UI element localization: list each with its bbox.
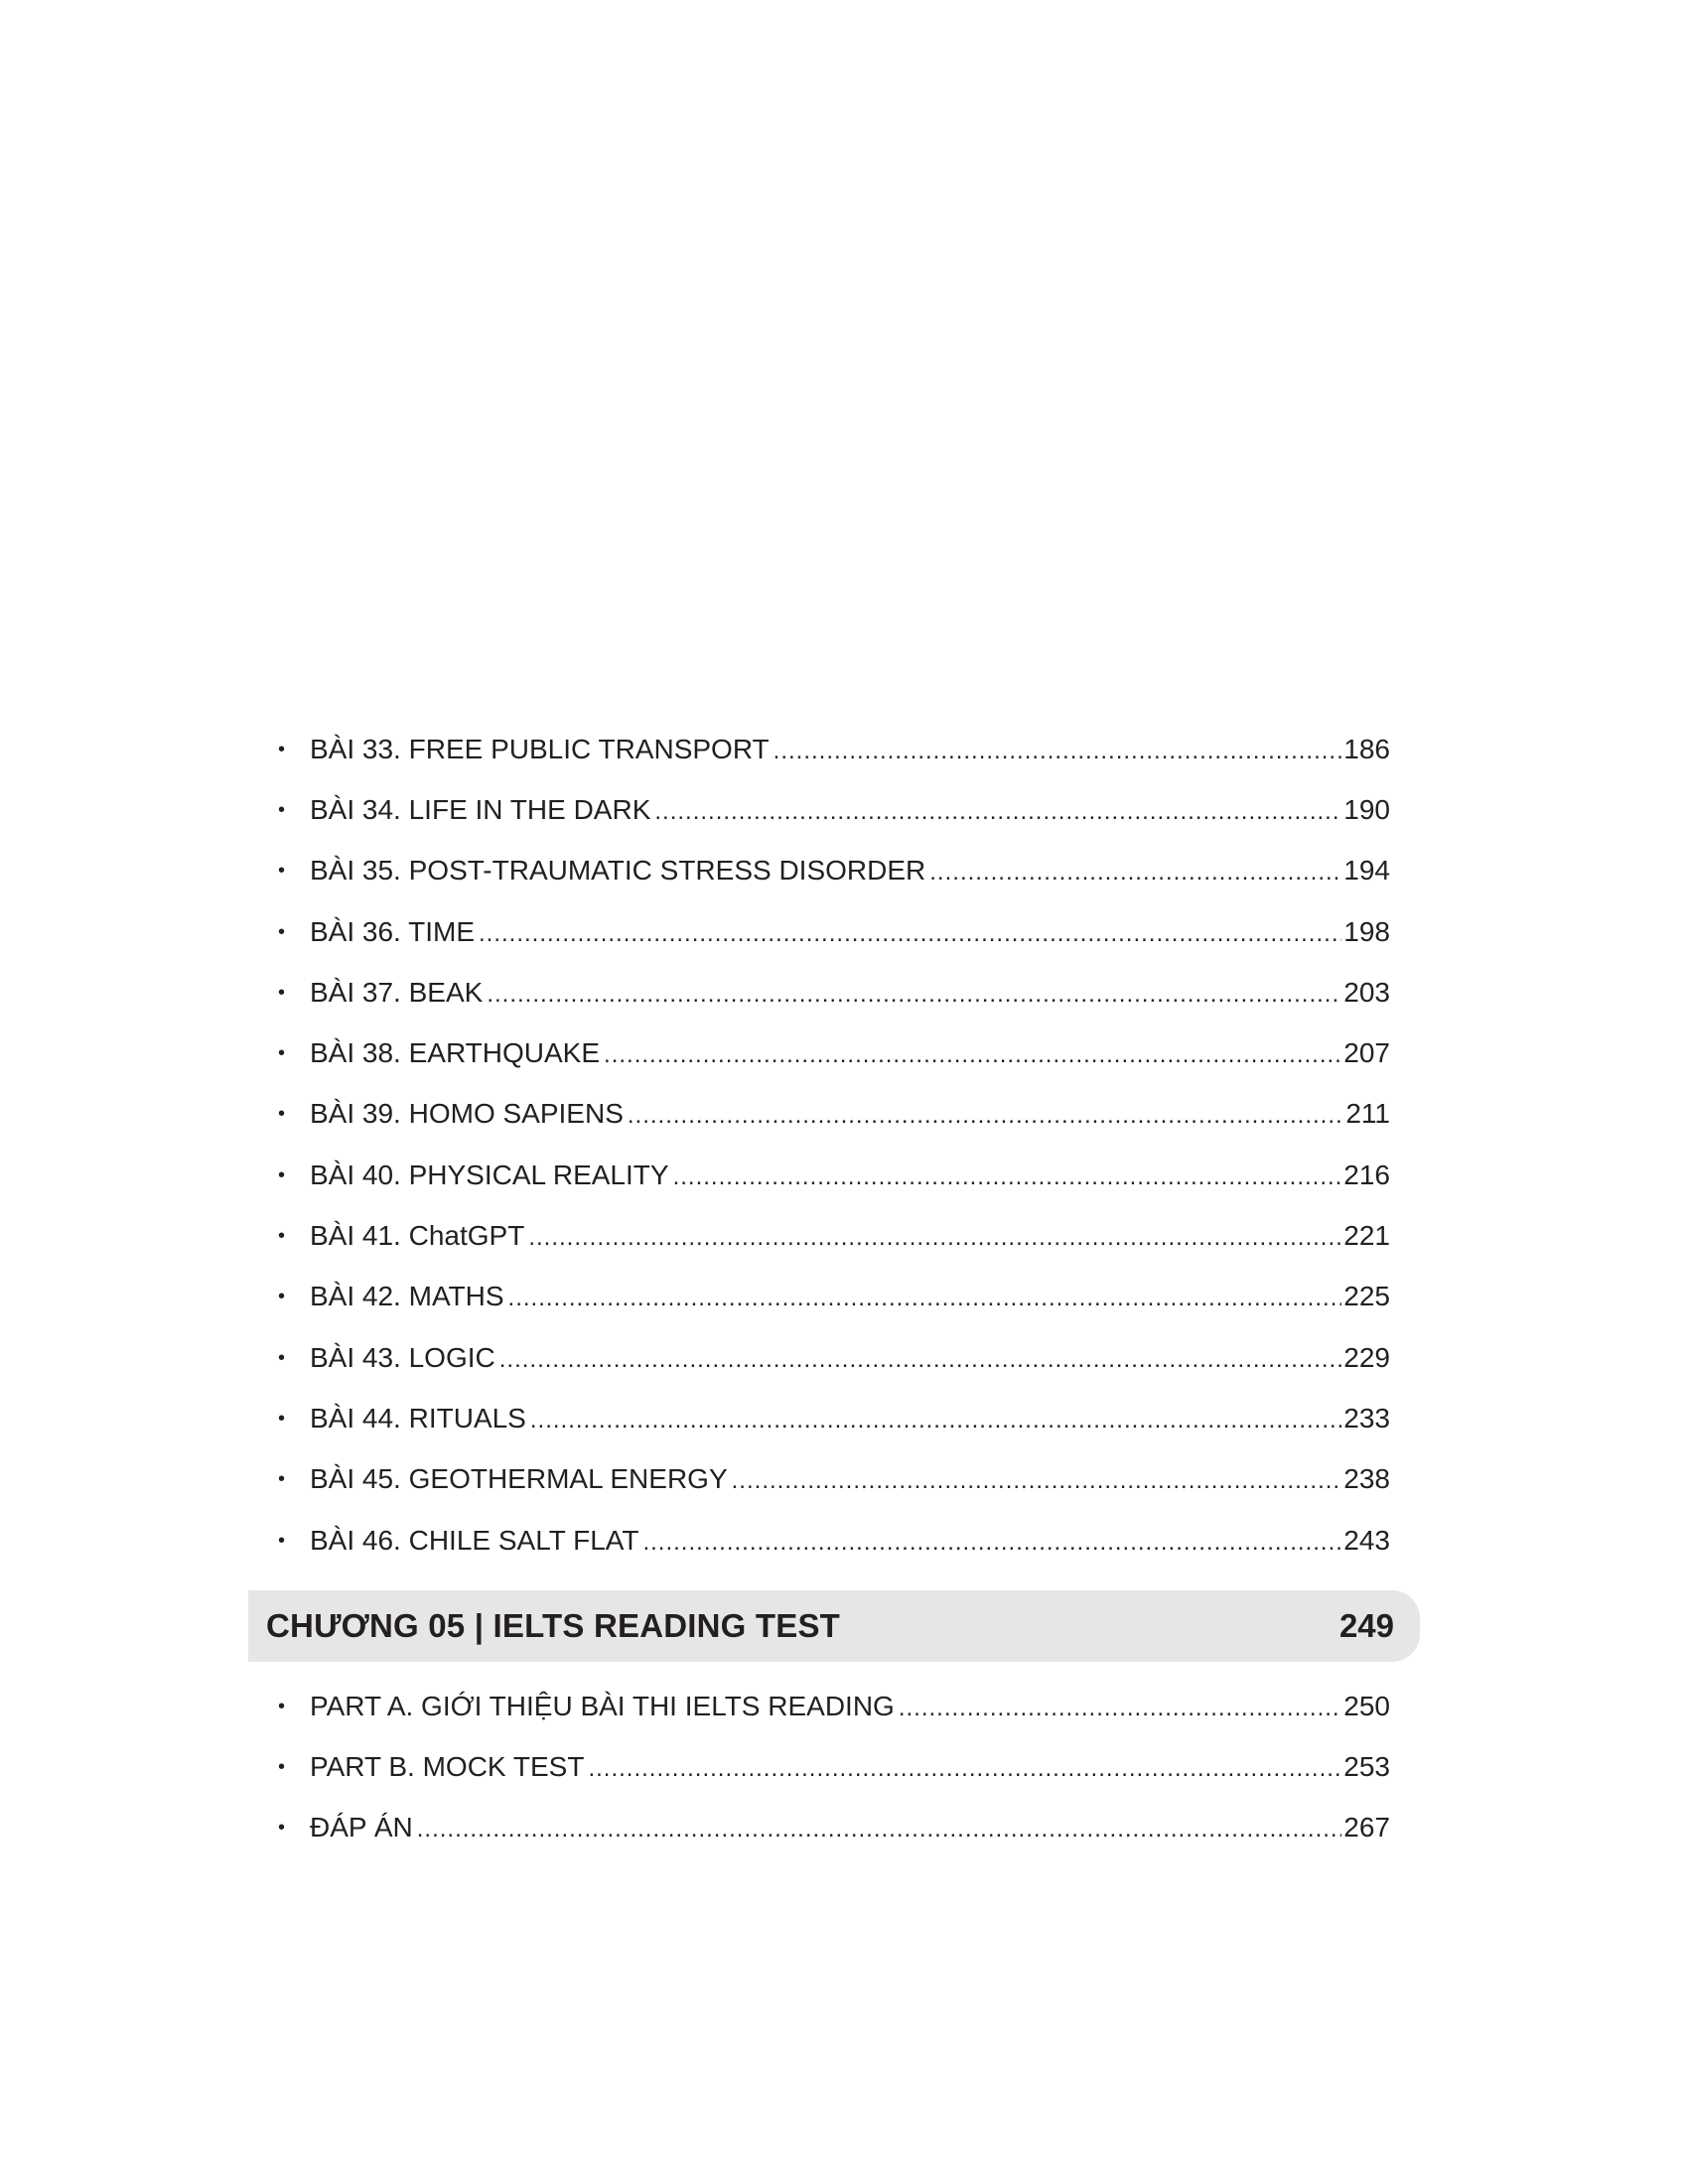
entry-line (310, 734, 1390, 765)
entry-line (310, 1098, 1390, 1130)
entry-title: BÀI 44. RITUALS (310, 1402, 526, 1433)
toc-entry[interactable] (248, 1205, 1390, 1266)
bullet-icon: • (278, 1103, 286, 1126)
bullet-icon: • (278, 1163, 286, 1186)
dot-leader (528, 1224, 1341, 1252)
entry-line (310, 1812, 1390, 1843)
dot-leader (508, 1285, 1342, 1312)
entry-page-number: 190 (1343, 793, 1390, 825)
bullet-icon: • (278, 1407, 286, 1430)
entry-page-number: 211 (1345, 1098, 1390, 1130)
dot-leader (899, 1695, 1341, 1722)
entry-line (310, 855, 1390, 887)
toc-entry[interactable] (248, 1327, 1390, 1388)
entry-page-number: 198 (1343, 915, 1390, 947)
entry-line (310, 1691, 1390, 1722)
entry-title: BÀI 46. CHILE SALT FLAT (310, 1524, 639, 1556)
bullet-icon: • (278, 860, 286, 883)
dot-leader (499, 1346, 1342, 1374)
toc-entry[interactable] (248, 1510, 1390, 1570)
toc-entry[interactable] (248, 1145, 1390, 1205)
bullet-icon: • (278, 981, 286, 1004)
toc-entry[interactable] (248, 1676, 1390, 1736)
entry-title: BÀI 33. FREE PUBLIC TRANSPORT (310, 733, 770, 764)
toc-entry[interactable] (248, 719, 1390, 779)
entry-line (310, 1342, 1390, 1374)
toc-entry[interactable] (248, 1736, 1390, 1797)
entry-title: BÀI 38. EARTHQUAKE (310, 1037, 601, 1069)
bullet-icon: • (278, 920, 286, 943)
dot-leader (628, 1102, 1343, 1130)
dot-leader (774, 738, 1342, 765)
entry-title: BÀI 36. TIME (310, 915, 475, 947)
entry-title: PART A. GIỚI THIỆU BÀI THI IELTS READING (310, 1690, 895, 1721)
chapter-title: CHƯƠNG 05 | IELTS READING TEST (266, 1607, 841, 1644)
entry-title: PART B. MOCK TEST (310, 1750, 585, 1782)
entry-page-number: 225 (1343, 1281, 1390, 1312)
entry-title: BÀI 37. BEAK (310, 976, 484, 1008)
dot-leader (732, 1467, 1342, 1495)
entry-line (310, 1281, 1390, 1312)
entry-title: BÀI 42. MATHS (310, 1281, 504, 1312)
bullet-icon: • (278, 1346, 286, 1369)
bullet-icon: • (278, 1225, 286, 1248)
bullet-icon: • (278, 1755, 286, 1778)
chapter-page-number: 249 (1338, 1607, 1394, 1644)
toc-entry[interactable] (248, 1798, 1390, 1858)
bullet-icon: • (278, 1042, 286, 1065)
entry-page-number: 194 (1343, 855, 1390, 887)
entry-line (310, 916, 1390, 948)
entry-line (310, 1037, 1390, 1069)
entry-page-number: 221 (1343, 1220, 1390, 1252)
dot-leader (530, 1407, 1341, 1434)
chapter-item-list (248, 1676, 1390, 1858)
dot-leader (604, 1041, 1341, 1069)
entry-line (310, 794, 1390, 826)
lesson-list (248, 719, 1390, 1570)
dot-leader (929, 859, 1341, 887)
entry-title: BÀI 35. POST-TRAUMATIC STRESS DISORDER (310, 855, 926, 887)
dot-leader (673, 1163, 1342, 1191)
entry-title: BÀI 39. HOMO SAPIENS (310, 1098, 624, 1130)
entry-page-number: 229 (1343, 1341, 1390, 1373)
entry-title: BÀI 34. LIFE IN THE DARK (310, 793, 651, 825)
entry-line (310, 1751, 1390, 1783)
toc-entry[interactable] (248, 1084, 1390, 1145)
dot-leader (417, 1816, 1342, 1843)
bullet-icon: • (278, 1286, 286, 1308)
entry-title: BÀI 41. ChatGPT (310, 1220, 525, 1252)
entry-page-number: 238 (1343, 1463, 1390, 1495)
toc-entry[interactable] (248, 1023, 1390, 1083)
toc-entry[interactable] (248, 1267, 1390, 1327)
entry-page-number: 253 (1343, 1750, 1390, 1782)
toc-entry[interactable] (248, 841, 1390, 901)
toc-entry[interactable] (248, 901, 1390, 962)
dot-leader (654, 798, 1341, 826)
entry-page-number: 243 (1343, 1524, 1390, 1556)
entry-page-number: 216 (1343, 1159, 1390, 1190)
toc-entry[interactable] (248, 1388, 1390, 1448)
entry-page-number: 186 (1343, 733, 1390, 764)
toc-entry[interactable] (248, 779, 1390, 840)
entry-line (310, 1403, 1390, 1434)
entry-line (310, 1525, 1390, 1557)
entry-page-number: 203 (1343, 976, 1390, 1008)
bullet-icon: • (278, 1817, 286, 1840)
toc-entry[interactable] (248, 962, 1390, 1023)
entry-page-number: 250 (1343, 1690, 1390, 1721)
entry-line (310, 1160, 1390, 1191)
entry-title: ĐÁP ÁN (310, 1812, 413, 1843)
bullet-icon: • (278, 798, 286, 821)
entry-title: BÀI 43. LOGIC (310, 1341, 495, 1373)
entry-title: BÀI 45. GEOTHERMAL ENERGY (310, 1463, 728, 1495)
entry-page-number: 267 (1343, 1812, 1390, 1843)
toc-entry[interactable] (248, 1449, 1390, 1510)
entry-page-number: 233 (1343, 1402, 1390, 1433)
entry-line (310, 1463, 1390, 1495)
bullet-icon: • (278, 1529, 286, 1552)
entry-page-number: 207 (1343, 1037, 1390, 1069)
chapter-banner[interactable] (248, 1590, 1420, 1662)
dot-leader (487, 981, 1341, 1009)
entry-line (310, 977, 1390, 1009)
bullet-icon: • (278, 1468, 286, 1491)
entry-title: BÀI 40. PHYSICAL REALITY (310, 1159, 669, 1190)
entry-line (310, 1220, 1390, 1252)
dot-leader (479, 920, 1341, 948)
dot-leader (642, 1529, 1341, 1557)
bullet-icon: • (278, 738, 286, 760)
dot-leader (588, 1755, 1341, 1783)
bullet-icon: • (278, 1695, 286, 1717)
